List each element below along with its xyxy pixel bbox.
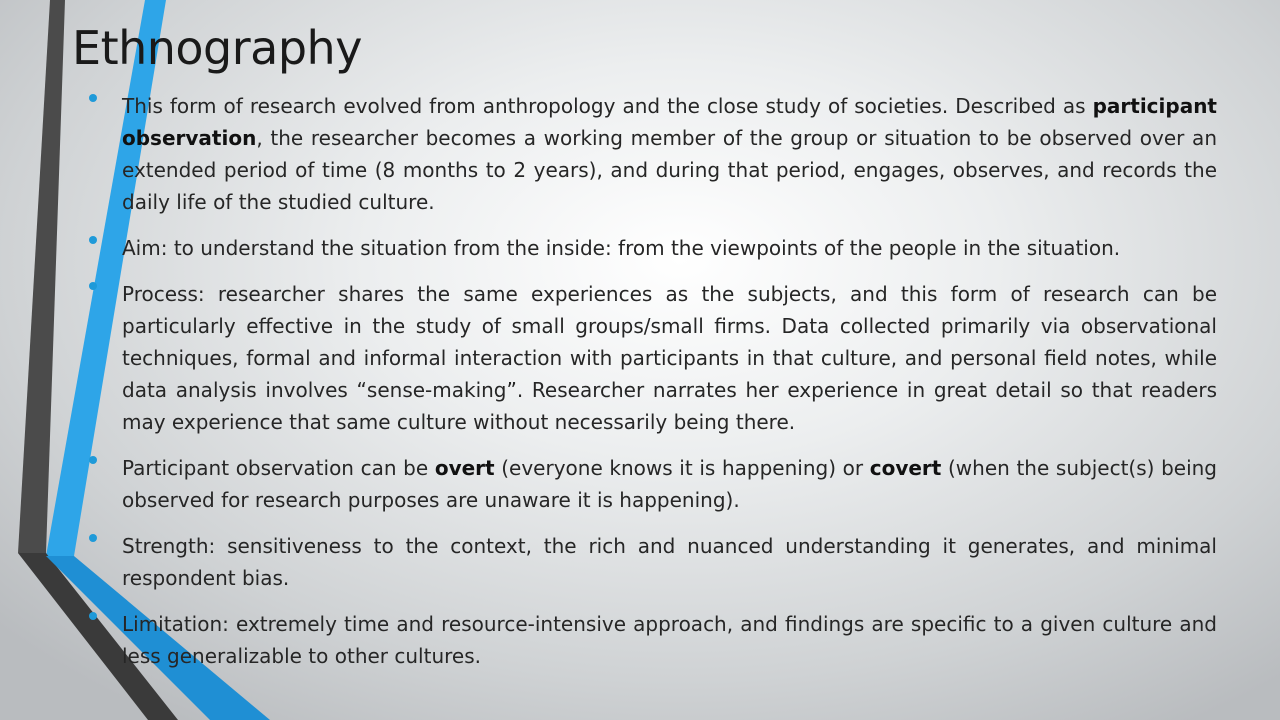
bullet-dot-icon [89,534,97,542]
bullet-list [122,90,1217,672]
dark-stripe-upper [18,0,65,553]
bullet-dot-icon [89,94,97,102]
bullet-text: Limitation: extremely time and resource-intensive approach, and findings are specific to a given culture and less generalizable to other cultures. [122,612,1217,668]
bullet-text: This form of research evolved from anthropology and the close study of societies. Described as [122,94,1093,118]
bullet-strength [122,530,1217,594]
bullet-process [122,278,1217,438]
bullet-dot-icon [89,282,97,290]
bullet-dot-icon [89,612,97,620]
bullet-text: Process: researcher shares the same experiences as the subjects, and this form of research can be particularly effective in the study of small groups/small firms. Data collected primarily via observational techniques, formal and informal interaction with participants in that culture, and personal field notes, while data analysis involves “sense-making”. Researcher narrates her experience in great detail so that readers may experience that same culture without necessarily being there. [122,282,1217,434]
bullet-dot-icon [89,456,97,464]
bullet-limitation [122,608,1217,672]
bullet-text: (when the subject(s) being observed for research purposes are unaware it is happening). [122,456,1217,512]
bullet-text: (everyone knows it is happening) or [494,456,870,480]
bold-term-participant-observation: participant observation [122,94,1217,150]
bullet-text: , the researcher becomes a working member of the group or situation to be observed over an extended period of time (8 months to 2 years), and during that period, engages, observes, and records the daily life of the studied culture. [122,126,1217,214]
bold-term-covert: covert [869,456,942,480]
bullet-overt-covert [122,452,1217,516]
bold-term-overt: overt [434,456,495,480]
bullet-aim [122,232,1217,264]
bullet-text: Aim: to understand the situation from the inside: from the viewpoints of the people in the situation. [122,236,1121,260]
slide-title: Ethnography [72,21,362,75]
bullet-dot-icon [89,236,97,244]
bullet-text: Participant observation can be [122,456,435,480]
bullet-ethnography-definition [122,90,1217,218]
bullet-text: Strength: sensitiveness to the context, the rich and nuanced understanding it generates, and minimal respondent bias. [122,534,1217,590]
